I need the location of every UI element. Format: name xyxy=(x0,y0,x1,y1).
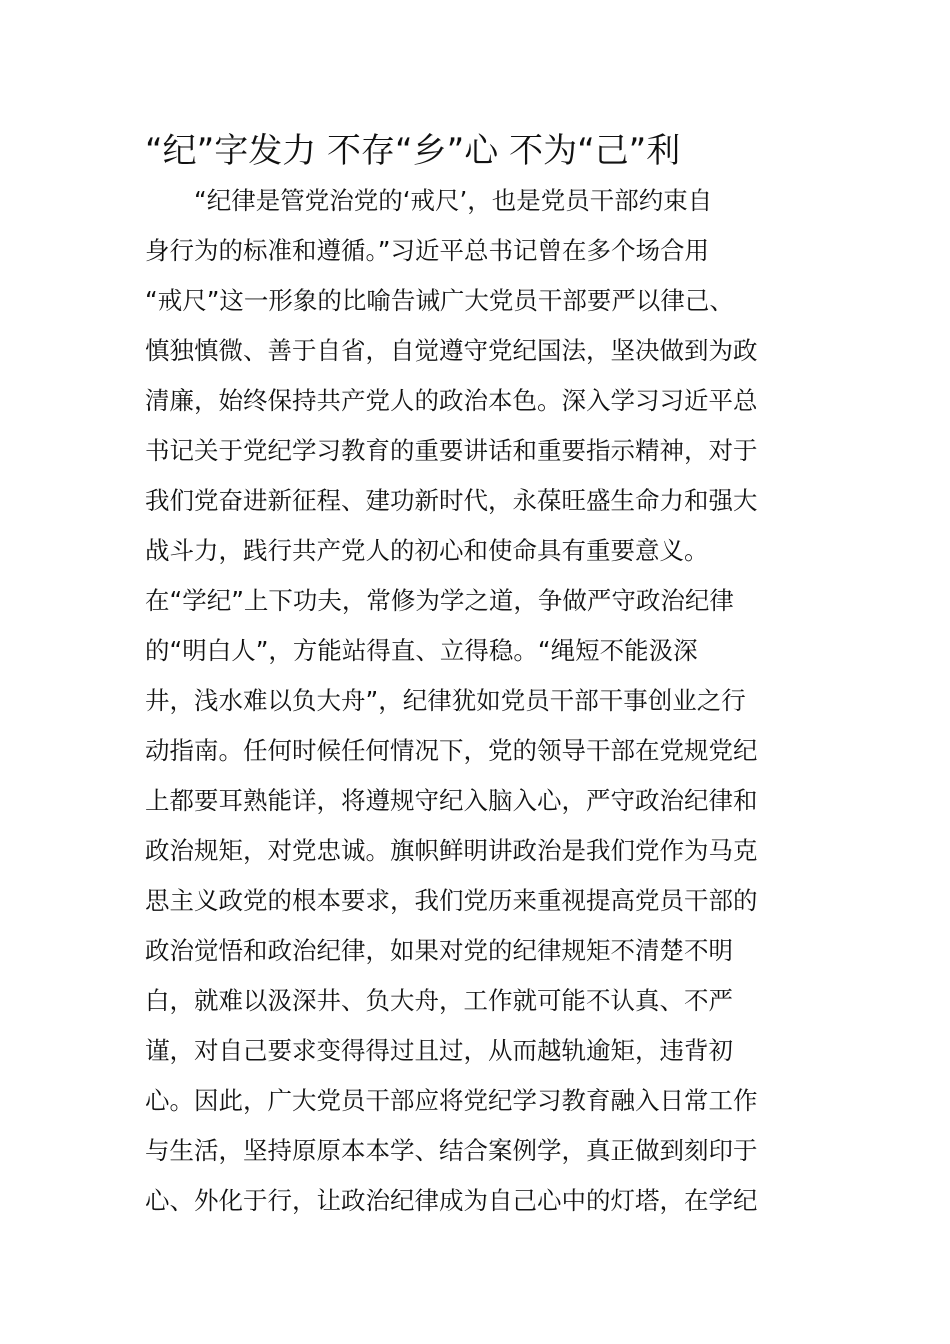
text-line: 政治觉悟和政治纪律，如果对党的纪律规矩不清楚不明 xyxy=(145,936,733,965)
text-line: 上都要耳熟能详，将遵规守纪入脑入心，严守政治纪律和 xyxy=(145,786,758,815)
text-line: 我们党奋进新征程、建功新时代，永葆旺盛生命力和强大 xyxy=(145,486,758,515)
text-line: “纪律是管党治党的‘戒尺’，也是党员干部约束自 xyxy=(145,186,713,215)
text-line: 思主义政党的根本要求，我们党历来重视提高党员干部的 xyxy=(145,886,758,915)
text-line: 慎独慎微、善于自省，自觉遵守党纪国法，坚决做到为政 xyxy=(145,336,758,365)
text-line: 的“明白人”，方能站得直、立得稳。“绳短不能汲深 xyxy=(145,636,698,665)
document-body xyxy=(145,176,810,1226)
text-line: 谨，对自己要求变得得过且过，从而越轨逾矩，违背初 xyxy=(145,1036,733,1065)
text-line: “戒尺”这一形象的比喻告诫广大党员干部要严以律己、 xyxy=(145,286,734,315)
text-line: 井，浅水难以负大舟”，纪律犹如党员干部干事创业之行 xyxy=(145,686,746,715)
text-line: 清廉，始终保持共产党人的政治本色。深入学习习近平总 xyxy=(145,386,758,415)
text-line: 身行为的标准和遵循。”习近平总书记曾在多个场合用 xyxy=(145,236,709,265)
text-line: 心、外化于行，让政治纪律成为自己心中的灯塔，在学纪 xyxy=(145,1186,758,1215)
text-line: 战斗力，践行共产党人的初心和使命具有重要意义。 xyxy=(145,536,709,565)
text-line: 政治规矩，对党忠诚。旗帜鲜明讲政治是我们党作为马克 xyxy=(145,836,758,865)
document-title: “纪”字发力 不存“乡”心 不为“己”利 xyxy=(145,131,681,171)
text-line: 书记关于党纪学习教育的重要讲话和重要指示精神，对于 xyxy=(145,436,758,465)
text-line: 动指南。任何时候任何情况下，党的领导干部在党规党纪 xyxy=(145,736,758,765)
text-line: 在“学纪”上下功夫，常修为学之道，争做严守政治纪律 xyxy=(145,586,734,615)
text-line: 白，就难以汲深井、负大舟，工作就可能不认真、不严 xyxy=(145,986,733,1015)
text-line: 与生活，坚持原原本本学、结合案例学，真正做到刻印于 xyxy=(145,1136,758,1165)
text-line: 心。因此，广大党员干部应将党纪学习教育融入日常工作 xyxy=(145,1086,758,1115)
